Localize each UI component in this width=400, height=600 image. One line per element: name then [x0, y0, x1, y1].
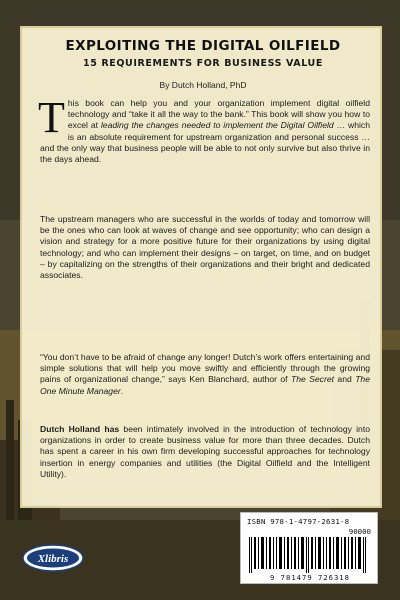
back-cover-text-panel: [20, 26, 382, 508]
barcode-number: 9 781479 726318: [270, 573, 350, 582]
xlibris-logo: [22, 543, 84, 573]
quote-text-c: .: [120, 385, 124, 396]
author-bio-paragraph: [40, 424, 370, 480]
intro-text-emphasis: leading the changes needed to implement the Digital Oilfield: [100, 120, 334, 131]
book-title: EXPLOITING THE DIGITAL OILFIELD: [65, 38, 341, 54]
price-code: 90000: [348, 527, 371, 536]
quote-book-title-1: The Secret: [290, 374, 335, 385]
quote-text-b: and: [334, 374, 356, 385]
drop-cap: T: [38, 93, 65, 142]
quote-text-a: “You don’t have to be afraid of change any longer! Dutch’s work offers entertaining and simple solutions that will help you move swiftly and efficiently through the growing pains of organizational change,” says Ken Blanchard, author of: [40, 352, 370, 385]
isbn-label: ISBN 978-1-4797-2631-8: [247, 517, 350, 526]
author-byline: By Dutch Holland, PhD: [159, 80, 247, 90]
isbn-barcode: [240, 512, 378, 584]
endorsement-quote: [40, 352, 370, 397]
barcode-bars: [247, 537, 373, 573]
book-subtitle: 15 REQUIREMENTS FOR BUSINESS VALUE: [83, 58, 323, 69]
author-bio-name: Dutch Holland has: [40, 424, 120, 434]
intro-paragraph: [38, 93, 370, 165]
quote-book-title-2: The One Minute Manager: [40, 374, 370, 396]
logo-text: Xlibris: [37, 553, 69, 565]
author-bio-text: been intimately involved in the introduction of technology into organizations in order to create business value for more than three decades. Dutch has spent a career in his own firm developing successful approaches for technology insertion in energy companies and utilities (the Digital Oilfield and the Intelligent Utility).: [40, 424, 370, 479]
intro-text-a: his book can help you and your organization implement digital oilfield technology and “take it all the way to the bank.” This book will show you how to excel at: [67, 98, 370, 131]
managers-paragraph: The upstream managers who are successful in the worlds of today and tomorrow will be the ones who can look at waves of change and see opportunity; who can design a vision and strategy for a more positive future for their organizations by using digital technology; and who can implement their designs – on target, on time, and on budget – by capitalizing on the strengths of their organizations and their bright and dedicated associates.: [40, 214, 370, 281]
intro-text-b: … which is an absolute requirement for upstream organization and personal success … and the only way that business people will be able to not only survive but also thrive in the days ahead.: [40, 120, 370, 165]
